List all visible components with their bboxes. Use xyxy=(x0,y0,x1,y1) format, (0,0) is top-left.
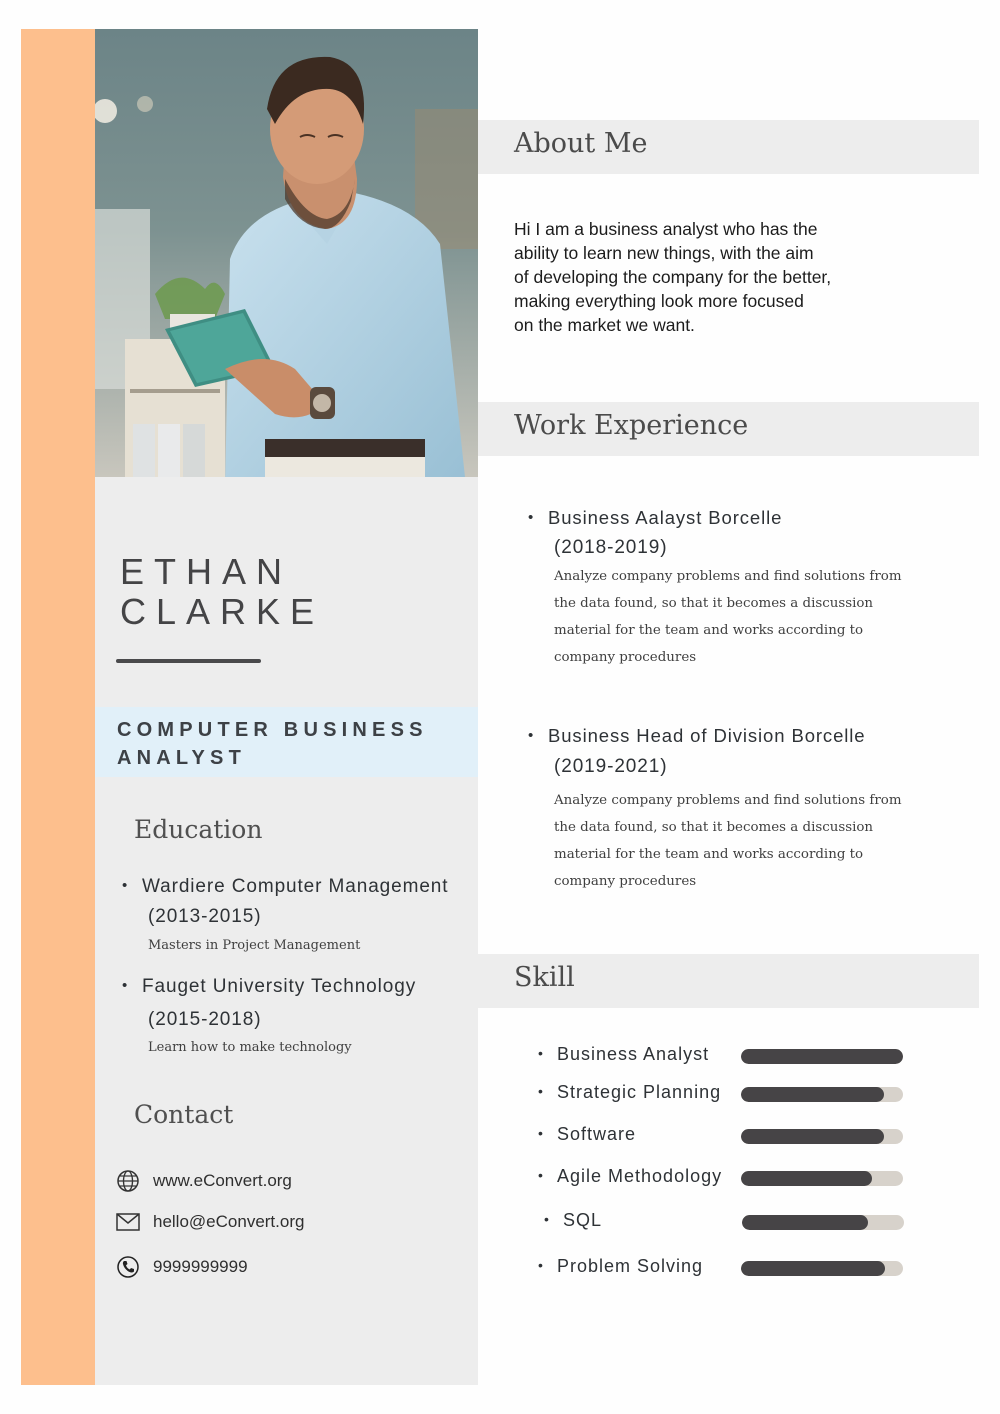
contact-website[interactable] xyxy=(116,1169,292,1193)
about-line: making everything look more focused xyxy=(514,291,804,311)
about-line: Hi I am a business analyst who has the xyxy=(514,219,818,239)
skill-bar xyxy=(741,1087,903,1102)
about-line: ability to learn new things, with the aim xyxy=(514,243,814,263)
skill-name: • Software xyxy=(538,1124,636,1145)
education-years: (2013-2015) xyxy=(148,906,262,927)
education-item xyxy=(122,871,472,959)
work-desc-line: the data found, so that it becomes a discussion xyxy=(554,596,874,611)
skill-bar-fill xyxy=(741,1261,885,1276)
skill-bar xyxy=(741,1049,903,1064)
work-item xyxy=(528,721,948,895)
skill-bar-fill xyxy=(742,1215,868,1230)
education-school: • Fauget University Technology xyxy=(122,971,472,1002)
work-desc-line: company procedures xyxy=(554,874,697,889)
mail-icon xyxy=(116,1210,140,1234)
job-title: COMPUTER BUSINESS ANALYST xyxy=(117,719,428,769)
skill-row xyxy=(538,1256,908,1280)
about-paragraph xyxy=(514,217,934,337)
skill-bar-fill xyxy=(741,1171,872,1186)
skill-row xyxy=(538,1044,908,1068)
skill-name: • Agile Methodology xyxy=(538,1166,722,1187)
work-role: • Business Head of Division Borcelle xyxy=(528,721,948,751)
skill-row xyxy=(538,1082,908,1106)
skill-bar-fill xyxy=(741,1087,884,1102)
education-years: (2015-2018) xyxy=(148,1009,262,1030)
work-heading: Work Experience xyxy=(514,410,749,441)
skill-bar xyxy=(741,1261,903,1276)
skill-bar xyxy=(742,1215,904,1230)
profile-photo-illustration xyxy=(95,29,478,477)
about-heading: About Me xyxy=(514,128,648,159)
work-desc-line: material for the team and works according to xyxy=(554,847,864,862)
skill-header-band xyxy=(478,954,979,1008)
contact-email[interactable] xyxy=(116,1210,304,1234)
skill-bar xyxy=(741,1171,903,1186)
contact-heading: Contact xyxy=(134,1100,234,1129)
work-description xyxy=(528,787,948,895)
education-item xyxy=(122,971,472,1058)
first-name: ETHAN xyxy=(120,551,293,592)
skill-name: • Business Analyst xyxy=(538,1044,709,1065)
skill-row xyxy=(538,1124,908,1148)
phone-text: 9999999999 xyxy=(153,1257,248,1276)
education-school: • Wardiere Computer Management xyxy=(122,871,472,902)
education-heading: Education xyxy=(134,815,263,844)
globe-icon xyxy=(116,1169,140,1193)
profile-photo xyxy=(95,29,478,477)
about-header-band xyxy=(478,120,979,174)
work-desc-line: Analyze company problems and find solutions from xyxy=(554,569,902,584)
work-desc-line: Analyze company problems and find solutions from xyxy=(554,793,902,808)
skill-row xyxy=(538,1166,908,1190)
work-header-band xyxy=(478,402,979,456)
about-line: on the market we want. xyxy=(514,315,695,335)
last-name: CLARKE xyxy=(120,591,325,632)
website-text: www.eConvert.org xyxy=(153,1171,292,1190)
work-years: (2019-2021) xyxy=(554,756,668,777)
skill-bar-fill xyxy=(741,1129,884,1144)
about-line: of developing the company for the better, xyxy=(514,267,832,287)
phone-icon xyxy=(116,1255,140,1279)
work-description xyxy=(528,563,948,671)
work-desc-line: company procedures xyxy=(554,650,697,665)
candidate-name xyxy=(120,552,324,632)
skill-row xyxy=(544,1210,914,1234)
email-text: hello@eConvert.org xyxy=(153,1212,305,1231)
work-desc-line: material for the team and works according to xyxy=(554,623,864,638)
work-role: • Business Aalayst Borcelle xyxy=(528,503,948,533)
name-divider xyxy=(116,659,261,663)
skill-heading: Skill xyxy=(514,962,575,993)
skill-name: • Strategic Planning xyxy=(538,1082,721,1103)
contact-phone[interactable] xyxy=(116,1255,248,1279)
work-desc-line: the data found, so that it becomes a discussion xyxy=(554,820,874,835)
education-detail: Learn how to make technology xyxy=(148,1040,352,1055)
skill-bar xyxy=(741,1129,903,1144)
work-years: (2018-2019) xyxy=(554,537,668,558)
skill-bar-fill xyxy=(741,1049,903,1064)
education-detail: Masters in Project Management xyxy=(148,938,361,953)
work-item xyxy=(528,503,948,671)
skill-name: • Problem Solving xyxy=(538,1256,703,1277)
skill-name: • SQL xyxy=(544,1210,602,1231)
accent-stripe xyxy=(21,29,95,1385)
